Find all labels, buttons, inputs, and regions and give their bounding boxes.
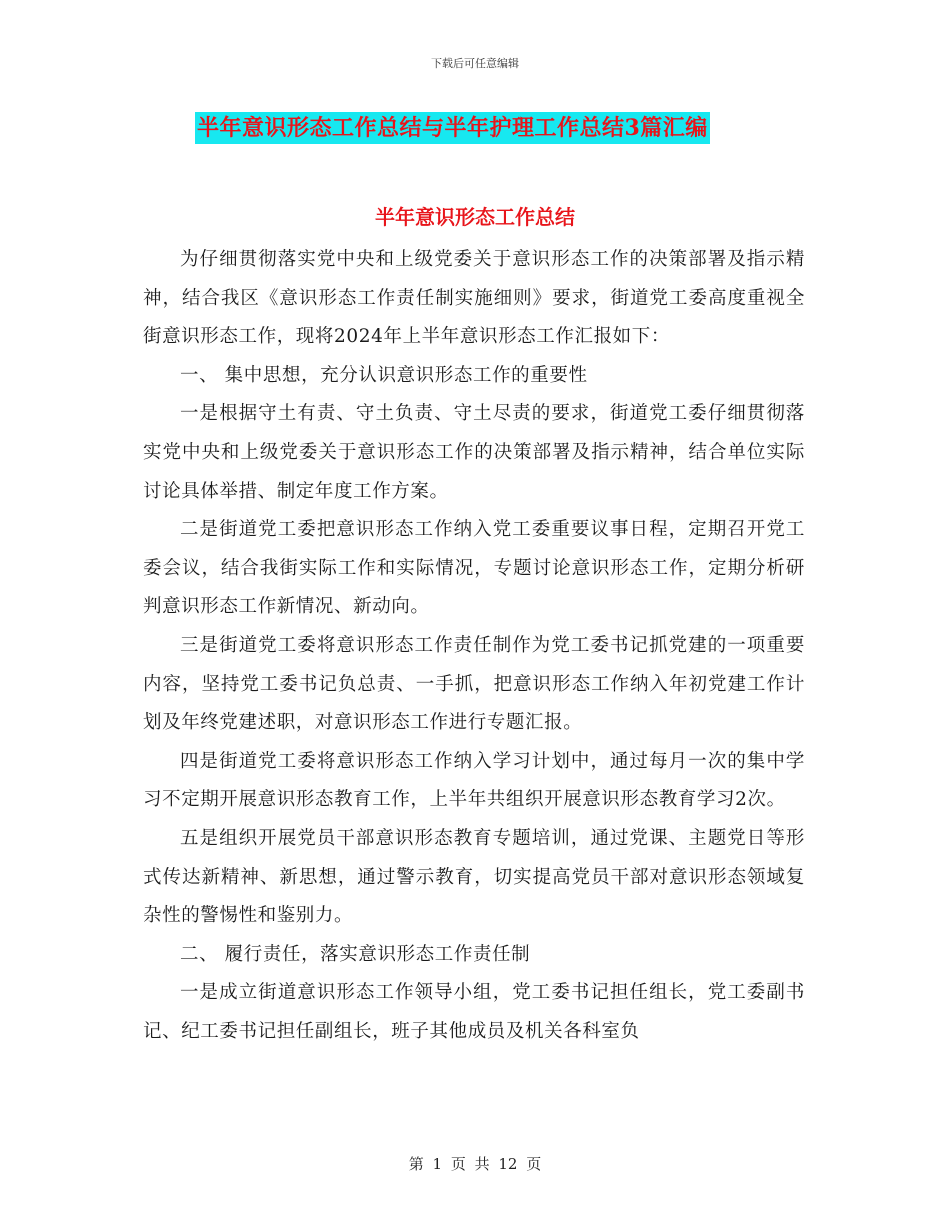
section-title: 半年意识形态工作总结 bbox=[375, 205, 575, 229]
body-paragraph: 一是根据守土有责、守土负责、守土尽责的要求，街道党工委仔细贯彻落实党中央和上级党委关于意识形态工作的决策部署及指示精神，结合单位实际讨论具体举措、制定年度工作方案。 bbox=[143, 403, 805, 502]
body-paragraph: 四是街道党工委将意识形态工作纳入学习计划中，通过每月一次的集中学习不定期开展意识形态教育工作，上半年共组织开展意识形态教育学习2次。 bbox=[143, 750, 805, 811]
body-paragraph: 五是组织开展党员干部意识形态教育专题培训，通过党课、主题党日等形式传达新精神、新思想，通过警示教育，切实提高党员干部对意识形态领域复杂性的警惕性和鉴别力。 bbox=[143, 827, 805, 927]
document-body bbox=[143, 241, 805, 1051]
body-paragraph: 一是成立街道意识形态工作领导小组，党工委书记担任组长，党工委副书记、纪工委书记担任副组长，班子其他成员及机关各科室负 bbox=[143, 982, 805, 1042]
body-paragraph: 二是街道党工委把意识形态工作纳入党工委重要议事日程，定期召开党工委会议，结合我街实际工作和实际情况，专题讨论意识形态工作，定期分析研判意识形态工作新情况、新动向。 bbox=[143, 519, 805, 618]
body-paragraph: 三是街道党工委将意识形态工作责任制作为党工委书记抓党建的一项重要内容，坚持党工委书记负总责、一手抓，把意识形态工作纳入年初党建工作计划及年终党建述职，对意识形态工作进行专题汇报。 bbox=[143, 634, 805, 734]
heading-paragraph-1: 一、 集中思想，充分认识意识形态工作的重要性 bbox=[180, 364, 588, 386]
heading-paragraph-2: 二、 履行责任，落实意识形态工作责任制 bbox=[180, 943, 531, 965]
document-title: 半年意识形态工作总结与半年护理工作总结3篇汇编 bbox=[195, 112, 710, 144]
header-note: 下载后可任意编辑 bbox=[431, 57, 519, 70]
intro-paragraph: 为仔细贯彻落实党中央和上级党委关于意识形态工作的决策部署及指示精神，结合我区《意识形态工作责任制实施细则》要求，街道党工委高度重视全街意识形态工作，现将2024年上半年意识形态工作汇报如下： bbox=[143, 249, 805, 348]
page-footer: 第 1 页 共 12 页 bbox=[408, 1155, 542, 1173]
